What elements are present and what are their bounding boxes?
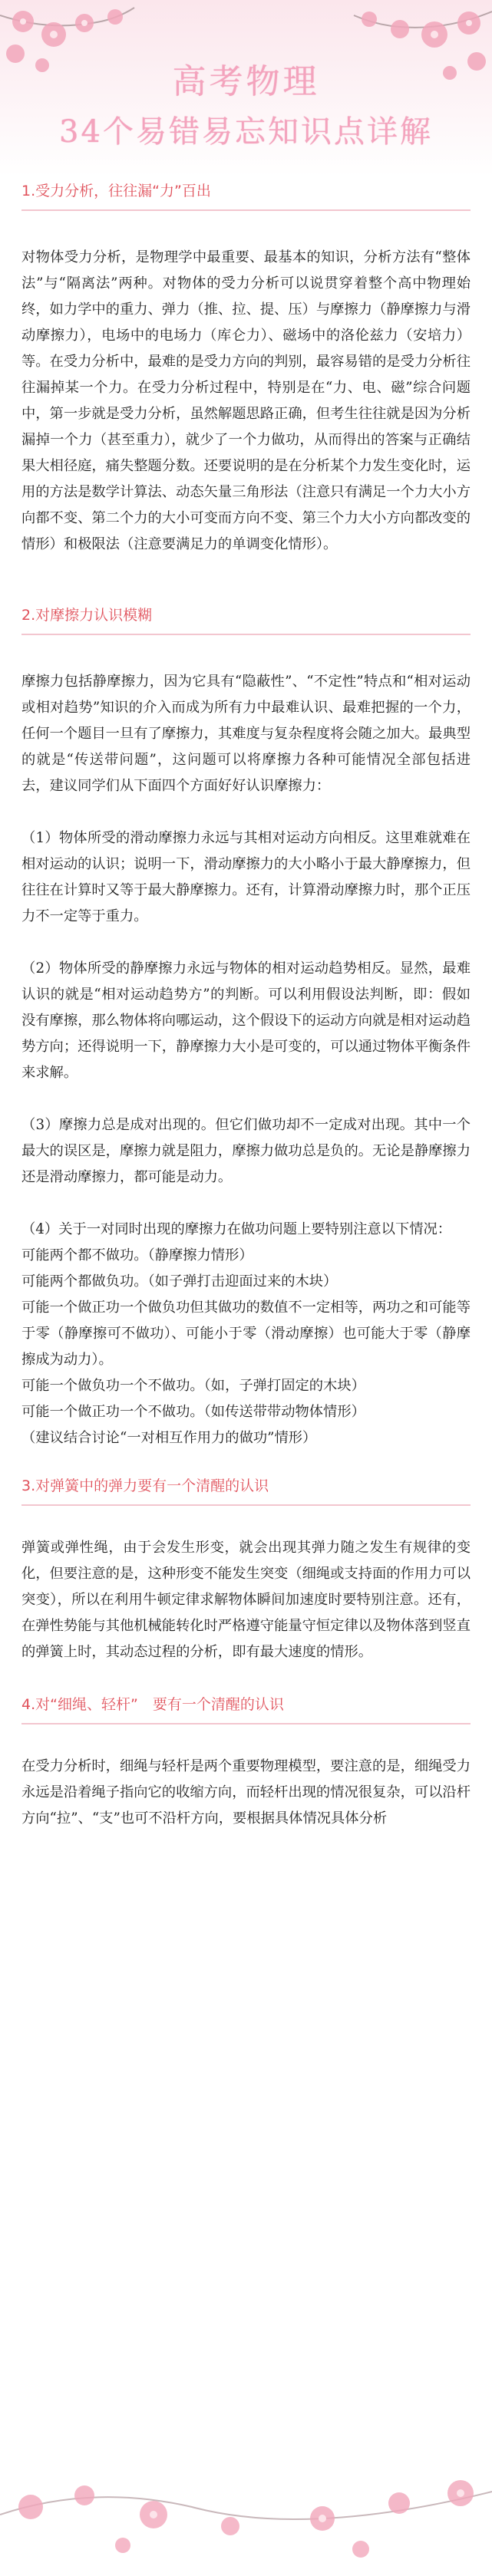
section-divider xyxy=(21,634,471,635)
paragraph: （2）物体所受的静摩擦力永远与物体的相对运动趋势相反。显然，最难认识的就是“相对运动趋势方”的判断。可以利用假设法判断，即：假如没有摩擦，那么物体将向哪运动，这个假设下的运动方向就是相对运动趋势方向；还得说明一下，静摩擦力大小是可变的，可以通过物体平衡条件来求解。 xyxy=(21,960,471,1081)
cherry-blossom-bottom-decoration xyxy=(0,2423,492,2576)
paragraph: 对物体受力分析，是物理学中最重要、最基本的知识，分析方法有“整体法”与“隔离法”两种。对物体的受力分析可以说贯穿着整个高中物理始终，如力学中的重力、弹力（推、拉、提、压）与摩擦力（静摩擦力与滑动摩擦力），电场中的电场力（库仑力）、磁场中的洛伦兹力（安培力）等。在受力分析中，最难的是受力方向的判别，最容易错的是受力分析往往漏掉某一个力。在受力分析过程中，特别是在“力、电、磁”综合问题中，第一步就是受力分析，虽然解题思路正确，但考生往往就是因为分析漏掉一个力（甚至重力），就少了一个力做功，从而得出的答案与正确结果大相径庭，痛失整题分数。还要说明的是在分析某个力发生变化时，运用的方法是数学计算法、动态矢量三角形法（注意只有满足一个力大小方向都不变、第二个力的大小可变而方向不变、第三个力大小方向都改变的情形）和极限法（注意要满足力的单调变化情形）。 xyxy=(21,249,471,552)
section-divider xyxy=(21,209,471,211)
page-title: 高考物理 xyxy=(172,62,320,101)
list-item: 可能一个做正功一个不做功。（如传送带带动物体情形） xyxy=(21,1404,365,1420)
paragraph: 弹簧或弹性绳，由于会发生形变，就会出现其弹力随之发生有规律的变化，但要注意的是，这种形变不能发生突变（细绳或支持面的作用力可以突变），所以在利用牛顿定律求解物体瞬间加速度时要特别注意。还有，在弹性势能与其他机械能转化时严格遵守能量守恒定律以及物体落到竖直的弹簧上时，其动态过程的分析，即有最大速度的情形。 xyxy=(21,1540,471,1660)
section-title: 1.受力分析，往往漏“力”百出 xyxy=(21,183,211,199)
list-item: 可能两个都不做功。（静摩擦力情形） xyxy=(21,1247,253,1263)
header-banner xyxy=(0,0,492,176)
paragraph: （3）摩擦力总是成对出现的。但它们做功却不一定成对出现。其中一个最大的误区是，摩擦力就是阻力，摩擦力做功总是负的。无论是静摩擦力还是滑动摩擦力，都可能是动力。 xyxy=(21,1117,471,1185)
section-title: 2.对摩擦力认识模糊 xyxy=(21,607,153,624)
article-body xyxy=(0,180,492,1832)
list-item: 可能两个都做负功。（如子弹打击迎面过来的木块） xyxy=(21,1273,338,1290)
list-item: 可能一个做正功一个做负功但其做功的数值不一定相等，两功之和可能等于零（静摩擦可不做功）、可能小于零（滑动摩擦）也可能大于零（静摩擦成为动力）。 xyxy=(21,1300,471,1368)
section-2 xyxy=(21,604,471,1451)
paragraph: 在受力分析时，细绳与轻杆是两个重要物理模型，要注意的是，细绳受力永远是沿着绳子指向它的收缩方向，而轻杆出现的情况很复杂，可以沿杆方向“拉”、“支”也可不沿杆方向，要根据具体情况具体分析 xyxy=(21,1758,471,1827)
section-divider xyxy=(21,1504,471,1506)
section-divider xyxy=(21,1723,471,1724)
section-4 xyxy=(21,1693,471,1832)
footer-decoration xyxy=(0,2423,492,2576)
section-3 xyxy=(21,1474,471,1665)
paragraph: （1）物体所受的滑动摩擦力永远与其相对运动方向相反。这里难就难在相对运动的认识；说明一下，滑动摩擦力的大小略小于最大静摩擦力，但往往在计算时又等于最大静摩擦力。还有，计算滑动摩擦力时，那个正压力不一定等于重力。 xyxy=(21,830,471,924)
page-subtitle: 34个易错易忘知识点详解 xyxy=(59,114,433,150)
section-title: 4.对“细绳、轻杆” 要有一个清醒的认识 xyxy=(21,1696,284,1713)
list-intro: （4）关于一对同时出现的摩擦力在做功问题上要特别注意以下情况： xyxy=(21,1221,452,1237)
section-title: 3.对弹簧中的弹力要有一个清醒的认识 xyxy=(21,1477,269,1494)
list-item: （建议结合讨论“一对相互作用力的做功”情形） xyxy=(21,1430,317,1446)
paragraph: 摩擦力包括静摩擦力，因为它具有“隐蔽性”、“不定性”特点和“相对运动或相对趋势”知识的介入而成为所有力中最难认识、最难把握的一个力，任何一个题目一旦有了摩擦力，其难度与复杂程度将会随之加大。最典型的就是“传送带问题”，这问题可以将摩擦力各种可能情况全部包括进去，建议同学们从下面四个方面好好认识摩擦力： xyxy=(21,674,471,794)
list-item: 可能一个做负功一个不做功。（如，子弹打固定的木块） xyxy=(21,1378,365,1394)
section-1 xyxy=(21,180,471,558)
